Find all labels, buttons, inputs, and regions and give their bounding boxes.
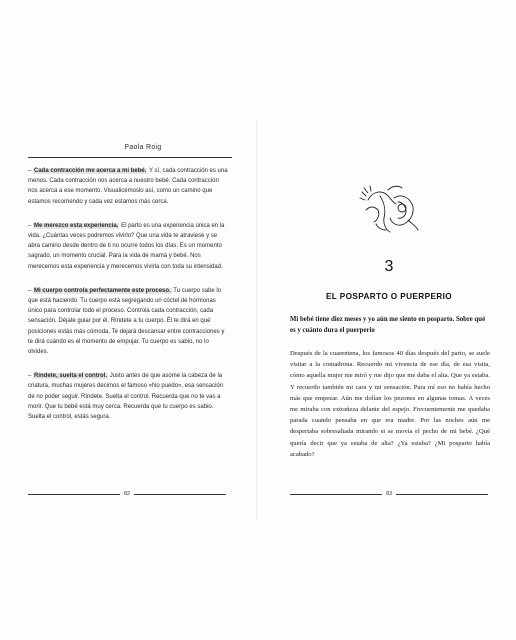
paragraph-1 bbox=[28, 166, 228, 207]
highlighted-phrase: Mi cuerpo controla perfectamente este proceso. bbox=[34, 287, 171, 294]
running-head: Paola Roig bbox=[124, 144, 162, 151]
right-page-body: Después de la cuarentena, los famosos 40 días después del parto, se suele visitar a la comadrona. Recuerdo mi vivencia de ese día, de esa visita, cómo aquella mujer me miró y me dijo que me daba el alta. Que ya estaba. Y recuerdo también mi cara y mi sensación. Para mí eso no había hecho más que empezar. Aún me dolían los pezones en algunas tomas. A veces me miraba con extrañeza delante del espejo. Frecuentemente me quedaba parada cuando pensaba en que era madre. Por las noches aún me despertaba sobresaltada mirando si se movía el pecho de mi bebé. ¿Qué quería decir que ya estaba de alta? ¿Ya estaba? ¿Mi posparto había acabado? bbox=[290, 350, 490, 458]
folio-rule bbox=[134, 494, 226, 495]
dash: – bbox=[28, 373, 32, 380]
running-head-rule bbox=[28, 157, 232, 158]
folio-left bbox=[28, 491, 226, 497]
paragraph-text: El parto es una experiencia única en la vida. ¿Cuántas veces podremos vivirlo? Que una vida te atraviese y se abra camino desde dentro de ti no ocurre todos los días. Es un momento sagrado, un momento crucial. Para la vida de mamá y bebé. Nos merecemos esta experiencia y merecemos vivirla con toda su intensidad. bbox=[28, 222, 225, 270]
paragraph-2 bbox=[28, 221, 228, 272]
mother-and-baby-line-drawing-icon bbox=[358, 180, 422, 236]
highlighted-phrase: Cada contracción me acerca a mi bebé. bbox=[34, 168, 147, 174]
paragraph-text: Y sí, cada contracción es una menos. Cada contracción nos acerca a nuestro bebé. Cada contracción nos acerca a ese momento. Visualicémoslo así, como un camino que estamos recorriendo y cada vez estamos más cerca. bbox=[28, 168, 228, 205]
page-number: 83 bbox=[385, 491, 393, 497]
highlighted-phrase: Me merezco esta experiencia. bbox=[34, 222, 119, 229]
dash: – bbox=[28, 222, 32, 229]
paragraph-4 bbox=[28, 371, 228, 422]
folio-right bbox=[290, 491, 488, 497]
highlighted-phrase: Ríndete, suelta el control. bbox=[34, 373, 108, 380]
dash: – bbox=[28, 287, 32, 294]
folio-rule bbox=[290, 494, 382, 495]
chapter-title: EL POSPARTO O PUERPERIO bbox=[325, 292, 453, 301]
chapter-subtitle: Mi bebé tiene diez meses y yo aún me siento en posparto. Sobre qué es y cuánto dura el puerperio bbox=[290, 316, 486, 334]
paragraph-text: Tu cuerpo sabe lo que está haciendo. Tu cuerpo está segregando un cóctel de hormonas único para controlar todo el proceso. Controla cada contracción, cada sensación. Déjate guiar por él. Ríndete a tu cuerpo. Él te dirá en qué posiciones estás más cómoda. Te dejará descansar entre contracciones y te dirá cuándo es el momento de empujar. Tu cuerpo es sabio, no lo olvides. bbox=[28, 287, 225, 356]
folio-rule bbox=[28, 494, 120, 495]
paragraph-text: Justo antes de que asome la cabeza de la criatura, muchas mujeres decimos el famoso «No puedo», esa sensación de no poder seguir. Ríndete. Suelta el control. Recuerda que no te vas a morir. Que tu bebé está muy cerca. Recuerda que tu cuerpo es sabio. Suelta el control, estás segura. bbox=[28, 373, 224, 421]
dash: – bbox=[28, 168, 32, 174]
folio-rule bbox=[396, 494, 488, 495]
paragraph-3 bbox=[28, 286, 228, 357]
page-number: 82 bbox=[123, 491, 131, 497]
chapter-number: 3 bbox=[384, 258, 394, 275]
left-page-body bbox=[28, 166, 228, 436]
